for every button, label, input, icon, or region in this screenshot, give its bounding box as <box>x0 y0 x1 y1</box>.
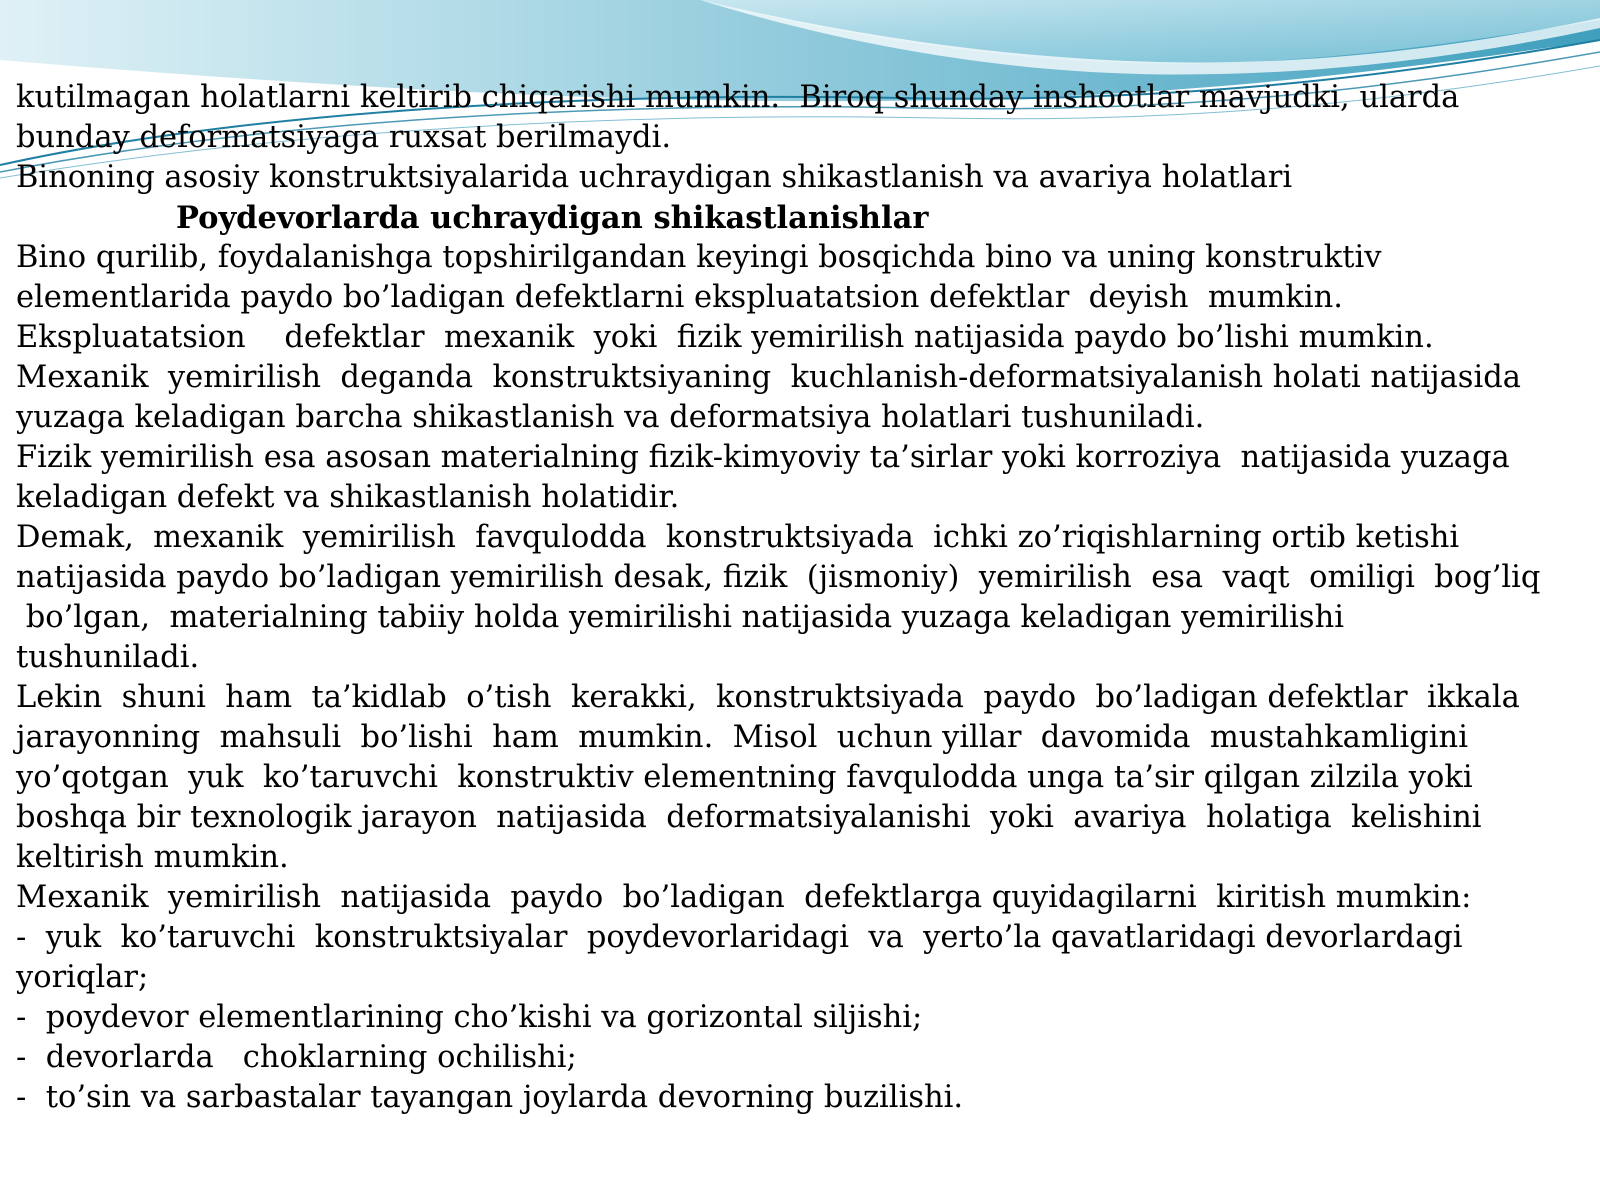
text-line: Ekspluatatsion defektlar mexanik yoki fizik yemirilish natijasida paydo bo’lishi mumkin. <box>16 320 1434 355</box>
text-line: Mexanik yemirilish natijasida paydo bo’ladigan defektlarga quyidagilarni kiritish mumkin: <box>16 880 1472 915</box>
text-line: Fizik yemirilish esa asosan materialning fizik-kimyoviy ta’sirlar yoki korroziya natijasida yuzaga <box>16 440 1510 475</box>
text-line: jarayonning mahsuli bo’lishi ham mumkin. Misol uchun yillar davomida mustahkamligini <box>16 720 1468 755</box>
text-line: yo’qotgan yuk ko’taruvchi konstruktiv elementning favqulodda unga ta’sir qilgan zilzila yoki <box>16 760 1473 795</box>
list-item: - to’sin va sarbastalar tayangan joylarda devorning buzilishi. <box>16 1080 964 1115</box>
section-heading: Poydevorlarda uchraydigan shikastlanishlar <box>176 200 929 236</box>
list-item: - devorlarda choklarning ochilishi; <box>16 1040 577 1075</box>
list-item: - yuk ko’taruvchi konstruktsiyalar poydevorlaridagi va yerto’la qavatlaridagi devorlardagi <box>16 920 1463 955</box>
list-item-continuation: yoriqlar; <box>16 960 149 995</box>
text-line: Bino qurilib, foydalanishga topshirilgandan keyingi bosqichda bino va uning konstruktiv <box>16 240 1382 275</box>
text-line: keladigan defekt va shikastlanish holatidir. <box>16 480 680 515</box>
text-line: elementlarida paydo bo’ladigan defektlarni ekspluatatsion defektlar deyish mumkin. <box>16 280 1343 315</box>
text-line: Binoning asosiy konstruktsiyalarida uchraydigan shikastlanish va avariya holatlari <box>16 160 1293 195</box>
text-line: Mexanik yemirilish deganda konstruktsiyaning kuchlanish-deformatsiyalanish holati natijasida <box>16 360 1521 395</box>
text-line: keltirish mumkin. <box>16 840 289 875</box>
text-line: yuzaga keladigan barcha shikastlanish va deformatsiya holatlari tushuniladi. <box>16 400 1205 435</box>
text-line: Demak, mexanik yemirilish favqulodda konstruktsiyada ichki zo’riqishlarning ortib ketishi <box>16 520 1460 555</box>
text-line: tushuniladi. <box>16 640 200 675</box>
text-line: boshqa bir texnologik jarayon natijasida deformatsiyalanishi yoki avariya holatiga kelishini <box>16 800 1482 835</box>
text-line: bunday deformatsiyaga ruxsat berilmaydi. <box>16 120 672 155</box>
text-line: bo’lgan, materialning tabiiy holda yemirilishi natijasida yuzaga keladigan yemirilishi <box>16 600 1344 635</box>
text-line: Lekin shuni ham ta’kidlab o’tish kerakki, konstruktsiyada paydo bo’ladigan defektlar ikkala <box>16 680 1520 715</box>
document-text <box>16 78 1596 1118</box>
text-line: kutilmagan holatlarni keltirib chiqarishi mumkin. Biroq shunday inshootlar mavjudki, ularda <box>16 80 1460 115</box>
list-item: - poydevor elementlarining cho’kishi va gorizontal siljishi; <box>16 1000 923 1035</box>
text-line: natijasida paydo bo’ladigan yemirilish desak, fizik (jismoniy) yemirilish esa vaqt omiligi bog’liq <box>16 560 1541 595</box>
